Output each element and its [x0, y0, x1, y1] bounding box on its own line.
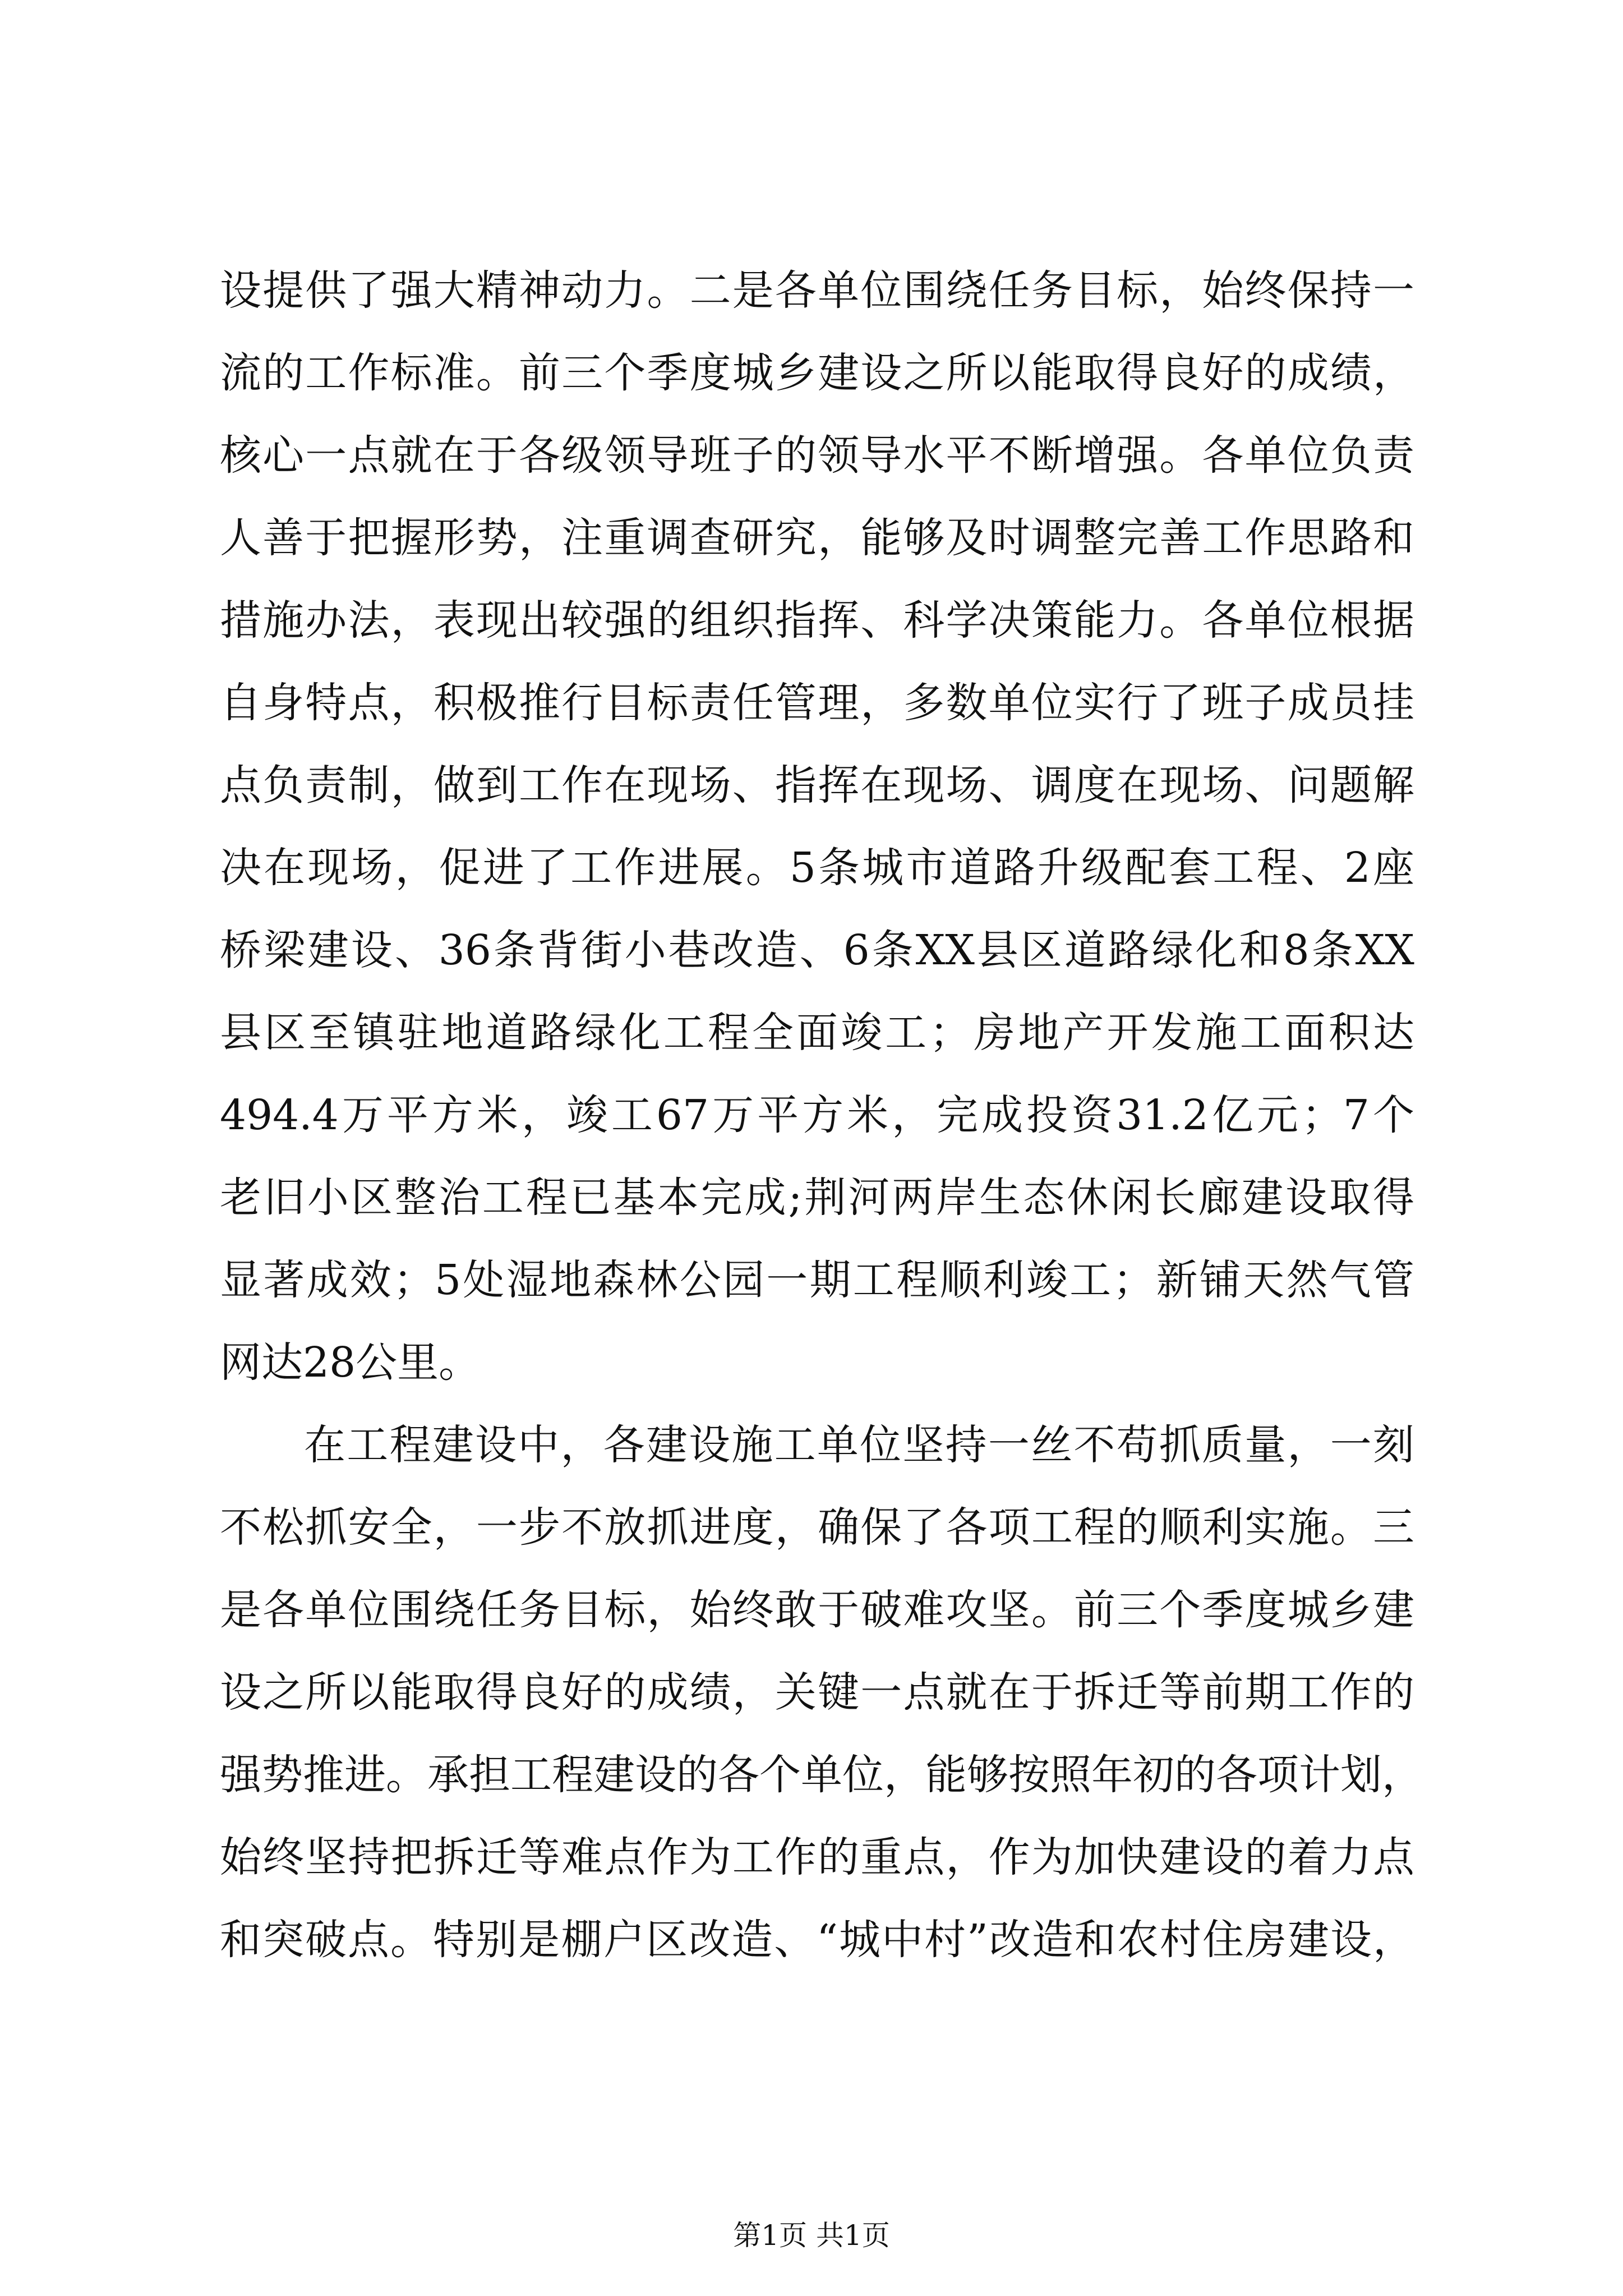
text-line: 不松抓安全，一步不放抓进度，确保了各项工程的顺利实施。三 [220, 1503, 1414, 1552]
paragraph-first-line: 在工程建设中，各建设施工单位坚持一丝不苟抓质量，一刻 [304, 1421, 1414, 1469]
text-line: 强势推进。承担工程建设的各个单位，能够按照年初的各项计划， [220, 1751, 1423, 1799]
text-line: 县区至镇驻地道路绿化工程全面竣工；房地产开发施工面积达 [220, 1009, 1414, 1057]
text-line: 决在现场，促进了工作进展。5条城市道路升级配套工程、2座 [220, 844, 1414, 892]
page-footer [0, 2219, 1623, 2252]
text-line: 自身特点，积极推行目标责任管理，多数单位实行了班子成员挂 [220, 679, 1414, 727]
text-line: 核心一点就在于各级领导班子的领导水平不断增强。各单位负责 [220, 431, 1414, 480]
text-line: 老旧小区整治工程已基本完成;荆河两岸生态休闲长廊建设取得 [220, 1174, 1414, 1222]
text-line: 是各单位围绕任务目标，始终敢于破难攻坚。前三个季度城乡建 [220, 1586, 1414, 1634]
text-line: 桥梁建设、36条背街小巷改造、6条XX县区道路绿化和8条XX [220, 926, 1414, 974]
text-line: 点负责制，做到工作在现场、指挥在现场、调度在现场、问题解 [220, 761, 1414, 809]
body-text [220, 250, 1423, 1981]
text-line: 设之所以能取得良好的成绩，关键一点就在于拆迁等前期工作的 [220, 1668, 1414, 1717]
text-line: 设提供了强大精神动力。二是各单位围绕任务目标，始终保持一 [220, 266, 1414, 315]
text-line: 显著成效；5处湿地森林公园一期工程顺利竣工；新铺天然气管 [220, 1256, 1414, 1304]
text-line: 流的工作标准。前三个季度城乡建设之所以能取得良好的成绩， [220, 349, 1414, 397]
text-line: 和突破点。特别是棚户区改造、“城中村”改造和农村住房建设， [220, 1916, 1414, 1964]
text-line: 494.4万平方米，竣工67万平方米，完成投资31.2亿元；7个 [220, 1091, 1414, 1139]
text-line: 网达28公里。 [220, 1338, 481, 1387]
text-line: 始终坚持把拆迁等难点作为工作的重点，作为加快建设的着力点 [220, 1833, 1414, 1881]
text-line: 人善于把握形势，注重调查研究，能够及时调整完善工作思路和 [220, 514, 1414, 562]
page-number-label: 第1页 共1页 [733, 2219, 890, 2252]
text-line: 措施办法，表现出较强的组织指挥、科学决策能力。各单位根据 [220, 596, 1414, 645]
